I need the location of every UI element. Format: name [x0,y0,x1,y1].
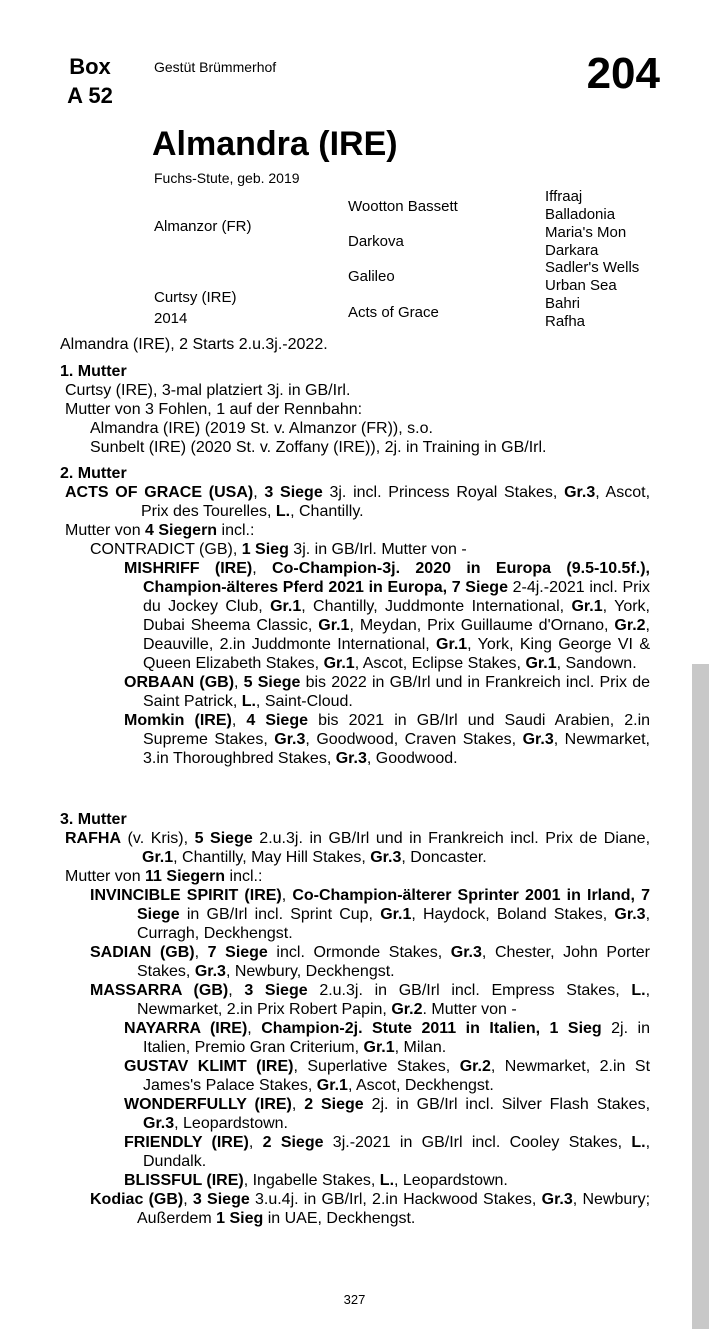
fri-wins: 2 Siege [262,1134,324,1151]
wonderfully-entry [60,1095,650,1133]
orbaan-entry [60,673,650,711]
kod-text-2: 3.u.4j. in GB/Irl, 2.in Hackwood Stakes, [249,1191,542,1208]
sadian-entry [60,943,650,981]
second-dam-section [60,464,650,768]
nay-grade: Gr.1 [363,1039,395,1056]
mas-grade: Gr.2 [391,1001,423,1018]
sep: , [248,1134,263,1151]
gus-name: GUSTAV KLIMT (IRE) [124,1058,294,1075]
mv-text-2: incl.: [225,868,263,885]
inv-titles: Co-Champion-älterer Sprinter 2001 in Irland, 7 Siege [137,887,650,923]
pedigree-gen3-2: Balladonia [545,206,616,223]
nayarra-entry [60,1019,650,1057]
fri-listed: L. [631,1134,646,1151]
box-number [60,52,120,110]
pedigree-gen3-5: Sadler's Wells [545,259,640,276]
inv-grade-1: Gr.1 [380,906,412,923]
sep: , [291,1096,305,1113]
first-dam-produce-1: Almandra (IRE) (2019 St. v. Almanzor (FR)), s.o. [90,420,433,437]
mishriff-grade-6: Gr.1 [323,655,355,672]
mishriff-grade-7: Gr.1 [525,655,557,672]
gustav-klimt-entry [60,1057,650,1095]
mishriff-grade-3: Gr.1 [318,617,350,634]
kod-name: Kodiac (GB) [90,1191,184,1208]
mas-text-3: , Newmarket, 2.in Prix Robert Papin, [137,982,651,1018]
fri-name: FRIENDLY (IRE) [124,1134,249,1151]
sep: , [252,560,273,577]
sep: , [234,674,244,691]
gus-text-3: , Ascot, Deckhengst. [347,1077,494,1094]
orbaan-listed: L. [241,693,256,710]
kod-grade: Gr.3 [541,1191,573,1208]
mishriff-text-5: , Meydan, Prix Guillaume d'Ornano, [349,617,615,634]
pedigree-gen3-8: Rafha [545,313,586,330]
mishriff-text-3: , Chantilly, Juddmonte International, [301,598,572,615]
sad-grade-2: Gr.3 [194,963,226,980]
box-value: A 52 [67,83,113,108]
contradict-name: CONTRADICT (GB), [90,541,242,558]
stud-name: Gestüt Brümmerhof [154,59,277,75]
momkin-wins: 4 Siege [246,712,309,729]
bli-listed: L. [379,1172,395,1189]
acts-wins: 3 Siege [264,484,323,501]
inv-name: INVINCIBLE SPIRIT (IRE) [90,887,282,904]
sep: , [231,712,247,729]
mv-text-1: Mutter von [65,522,146,539]
contradict-wins: 1 Sieg [241,541,289,558]
mishriff-grade-5: Gr.1 [436,636,468,653]
acts-of-grace-name: ACTS OF GRACE (USA) [65,484,254,501]
mishriff-text-6: , Deauville, 2.in Juddmonte International, [143,617,650,653]
pedigree-gen3-1: Iffraaj [545,188,583,205]
pedigree-gen2-3: Galileo [348,268,395,285]
mv-winners: 4 Siegern [145,522,218,539]
kod-text-4: in UAE, Deckhengst. [263,1210,416,1227]
won-wins: 2 Siege [304,1096,364,1113]
momkin-text-5: , Goodwood. [366,750,458,767]
gus-grade-1: Gr.2 [459,1058,491,1075]
fri-text-2: 3j.-2021 in GB/Irl incl. Cooley Stakes, [323,1134,632,1151]
orbaan-text-3: , Saint-Cloud. [255,693,353,710]
sad-text-4: , Newbury, Deckhengst. [225,963,395,980]
momkin-grade-1: Gr.3 [274,731,306,748]
sad-text-2: incl. Ormonde Stakes, [267,944,451,961]
sad-text-3: , Chester, John Porter Stakes, [137,944,650,980]
contradict-text: 3j. in GB/Irl. Mutter von - [288,541,467,558]
rafha-entry [60,829,650,867]
rafha-text-2: 2.u.3j. in GB/Irl und in Frankreich incl. Prix de Diane, [252,830,651,847]
second-dam-winners [60,521,650,540]
mishriff-text-9: , Sandown. [556,655,637,672]
acts-text-1: 3j. incl. Princess Royal Stakes, [322,484,565,501]
won-text-3: , Leopardstown. [174,1115,288,1132]
fri-text-3: , Dundalk. [143,1134,651,1170]
horse-name: Almandra (IRE) [152,125,398,163]
third-dam-winners [60,867,650,886]
mv-text-1: Mutter von [65,868,146,885]
inv-text-3: , Haydock, Boland Stakes, [411,906,615,923]
catalogue-number: 204 [586,49,660,98]
blissful-entry [60,1171,650,1190]
gus-text-1: , Superlative Stakes, [293,1058,460,1075]
sep: , [281,887,293,904]
pedigree-gen3-7: Bahri [545,295,581,312]
kod-uae-win: 1 Sieg [216,1210,264,1227]
momkin-text-4: , Newmarket, 3.in Thoroughbred Stakes, [143,731,651,767]
nay-text-2: 2j. in Italien, Premio Gran Criterium, [143,1020,650,1056]
bli-text-1: , Ingabelle Stakes, [243,1172,380,1189]
acts-text-2: , Ascot, Prix des Tourelles, [141,484,651,520]
rafha-text-4: , Doncaster. [401,849,487,866]
first-dam-title: 1. Mutter [60,363,127,380]
sep: , [253,484,265,501]
mishriff-titles: Co-Champion-3j. 2020 in Europa (9.5-10.5f.), Champion-älteres Pferd 2021 in Europa, 7 Siege [143,560,650,596]
momkin-text-3: , Goodwood, Craven Stakes, [305,731,523,748]
mv-winners: 11 Siegern [145,868,226,885]
pedigree-gen2-1: Wootton Bassett [348,198,458,215]
inv-text-2: in GB/Irl incl. Sprint Cup, [179,906,381,923]
first-dam-record: Curtsy (IRE), 3-mal platziert 3j. in GB/Irl. [65,382,351,399]
rafha-text-1: (v. Kris), [121,830,195,847]
mas-listed: L. [631,982,646,999]
sad-name: SADIAN (GB) [90,944,195,961]
momkin-entry [60,711,650,768]
pedigree-sire: Almanzor (FR) [154,218,252,235]
nay-name: NAYARRA (IRE) [124,1020,248,1037]
mishriff-text-2: 2-4j.-2021 incl. Prix du Jockey Club, [143,579,651,615]
inv-grade-2: Gr.3 [614,906,646,923]
won-text-2: 2j. in GB/Irl incl. Silver Flash Stakes, [363,1096,651,1113]
orbaan-wins: 5 Siege [243,674,301,691]
kod-text-3: , Newbury; Außerdem [137,1191,651,1227]
won-grade: Gr.3 [143,1115,175,1132]
mishriff-text-4: , York, Dubai Sheema Classic, [143,598,650,634]
sad-grade-1: Gr.3 [450,944,482,961]
pedigree-gen3-6: Urban Sea [545,277,617,294]
mas-text-2: 2.u.3j. in GB/Irl incl. Empress Stakes, [307,982,632,999]
mishriff-name: MISHRIFF (IRE) [124,560,253,577]
gus-text-2: , Newmarket, 2.in St James's Palace Stakes, [143,1058,651,1094]
third-dam-section [60,810,650,1228]
momkin-text-2: bis 2021 in GB/Irl und Saudi Arabien, 2.in Supreme Stakes, [143,712,651,748]
orbaan-name: ORBAAN (GB) [124,674,235,691]
sep: , [183,1191,193,1208]
pedigree-gen2-4: Acts of Grace [348,304,439,321]
sep: , [228,982,245,999]
pedigree-dam-year: 2014 [154,310,188,327]
mishriff-grade-1: Gr.1 [270,598,302,615]
won-name: WONDERFULLY (IRE) [124,1096,292,1113]
momkin-grade-3: Gr.3 [335,750,367,767]
first-dam-produce-2: Sunbelt (IRE) (2020 St. v. Zoffany (IRE)), 2j. in Training in GB/Irl. [90,439,547,456]
rafha-grade-2: Gr.3 [370,849,402,866]
bli-name: BLISSFUL (IRE) [124,1172,244,1189]
nay-text-3: , Milan. [394,1039,447,1056]
rafha-wins: 5 Siege [194,830,253,847]
acts-text-3: , Chantilly. [290,503,364,520]
friendly-entry [60,1133,650,1171]
mishriff-text-7: , York, King George VI & Queen Elizabeth Stakes, [143,636,651,672]
mishriff-grade-4: Gr.2 [614,617,646,634]
rafha-grade-1: Gr.1 [142,849,174,866]
rafha-name: RAFHA [65,830,121,847]
invincible-spirit-entry [60,886,650,943]
momkin-name: Momkin (IRE) [124,712,232,729]
nay-titles: Champion-2j. Stute 2011 in Italien, 1 Sieg [261,1020,602,1037]
mishriff-entry [60,559,650,673]
massarra-entry [60,981,650,1019]
first-dam-produce-count: Mutter von 3 Fohlen, 1 auf der Rennbahn: [65,401,363,418]
box-label: Box [69,54,111,79]
pedigree-dam: Curtsy (IRE) [154,289,237,306]
kodiac-entry [60,1190,650,1228]
second-dam-title: 2. Mutter [60,465,127,482]
sep: , [194,944,208,961]
gus-grade-2: Gr.1 [316,1077,348,1094]
first-dam-section [60,362,660,457]
sep: , [247,1020,262,1037]
bli-text-2: , Leopardstown. [394,1172,508,1189]
scrollbar-thumb[interactable] [692,664,709,1329]
mv-text-2: incl.: [217,522,255,539]
horse-description: Fuchs-Stute, geb. 2019 [154,170,300,186]
third-dam-title: 3. Mutter [60,811,127,828]
inv-text-4: , Curragh, Deckhengst. [137,906,651,942]
page-number: 327 [343,1292,366,1307]
pedigree-gen2-2: Darkova [348,233,404,250]
sad-wins: 7 Siege [207,944,268,961]
mas-text-4: . Mutter von - [422,1001,517,1018]
pedigree-gen3-4: Darkara [545,242,599,259]
mas-name: MASSARRA (GB) [90,982,229,999]
rafha-text-3: , Chantilly, May Hill Stakes, [173,849,371,866]
momkin-grade-2: Gr.3 [522,731,554,748]
mishriff-grade-2: Gr.1 [571,598,603,615]
contradict-entry [60,540,650,559]
mas-wins: 3 Siege [244,982,308,999]
acts-listed: L. [275,503,291,520]
acts-grade: Gr.3 [564,484,596,501]
race-summary: Almandra (IRE), 2 Starts 2.u.3j.-2022. [60,336,328,353]
orbaan-text-2: bis 2022 in GB/Irl und in Frankreich incl. Prix de Saint Patrick, [143,674,651,710]
mishriff-text-8: , Ascot, Eclipse Stakes, [354,655,526,672]
kod-wins: 3 Siege [192,1191,250,1208]
acts-of-grace-entry [60,483,650,521]
pedigree-gen3-3: Maria's Mon [545,224,627,241]
